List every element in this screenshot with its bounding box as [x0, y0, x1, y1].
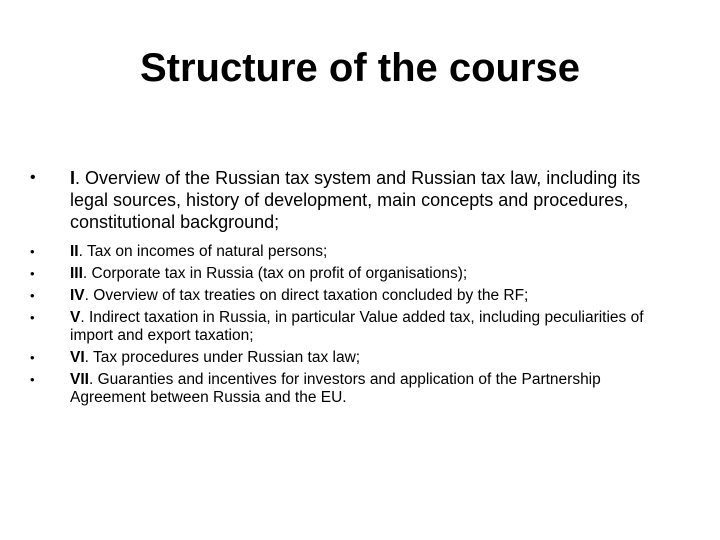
item-description: . Tax on incomes of natural persons;	[78, 243, 328, 260]
item-description: . Corporate tax in Russia (tax on profit of organisations);	[82, 265, 468, 282]
list-item	[28, 167, 678, 233]
slide-title: Structure of the course	[139, 46, 581, 90]
roman-numeral: VII	[70, 371, 89, 388]
item-text	[70, 371, 678, 407]
roman-numeral: V	[70, 309, 81, 326]
item-description: . Overview of the Russian tax system and Russian tax law, including its legal sources, history of development, main concepts and procedures, constitutional background;	[70, 168, 641, 232]
list-item	[28, 371, 678, 407]
list-item	[28, 349, 678, 367]
item-description: . Tax procedures under Russian tax law;	[84, 349, 361, 366]
bullet-icon: •	[30, 169, 36, 186]
bullet-icon: •	[30, 350, 35, 365]
list-item	[28, 309, 678, 345]
roman-numeral: IV	[70, 287, 85, 304]
list-item	[28, 287, 678, 305]
list-item	[28, 265, 678, 283]
item-text	[70, 265, 678, 283]
roman-numeral: VI	[70, 349, 85, 366]
bullet-icon: •	[30, 288, 35, 303]
bullet-icon: •	[30, 266, 35, 281]
item-text	[70, 167, 678, 233]
bullet-icon: •	[30, 244, 35, 259]
item-description: . Guaranties and incentives for investors and application of the Partnership Agreement between Russia and the EU.	[70, 371, 601, 406]
bullet-list	[28, 167, 678, 411]
roman-numeral: II	[70, 243, 79, 260]
item-description: . Indirect taxation in Russia, in particular Value added tax, including peculiarities of import and export taxation;	[70, 309, 644, 344]
roman-numeral: III	[70, 265, 83, 282]
item-description: . Overview of tax treaties on direct taxation concluded by the RF;	[84, 287, 529, 304]
item-text	[70, 309, 678, 345]
item-text	[70, 349, 678, 367]
bullet-icon: •	[30, 372, 35, 387]
roman-numeral: I	[70, 168, 76, 188]
item-text	[70, 243, 678, 261]
bullet-icon: •	[30, 310, 35, 325]
list-item	[28, 243, 678, 261]
item-text	[70, 287, 678, 305]
